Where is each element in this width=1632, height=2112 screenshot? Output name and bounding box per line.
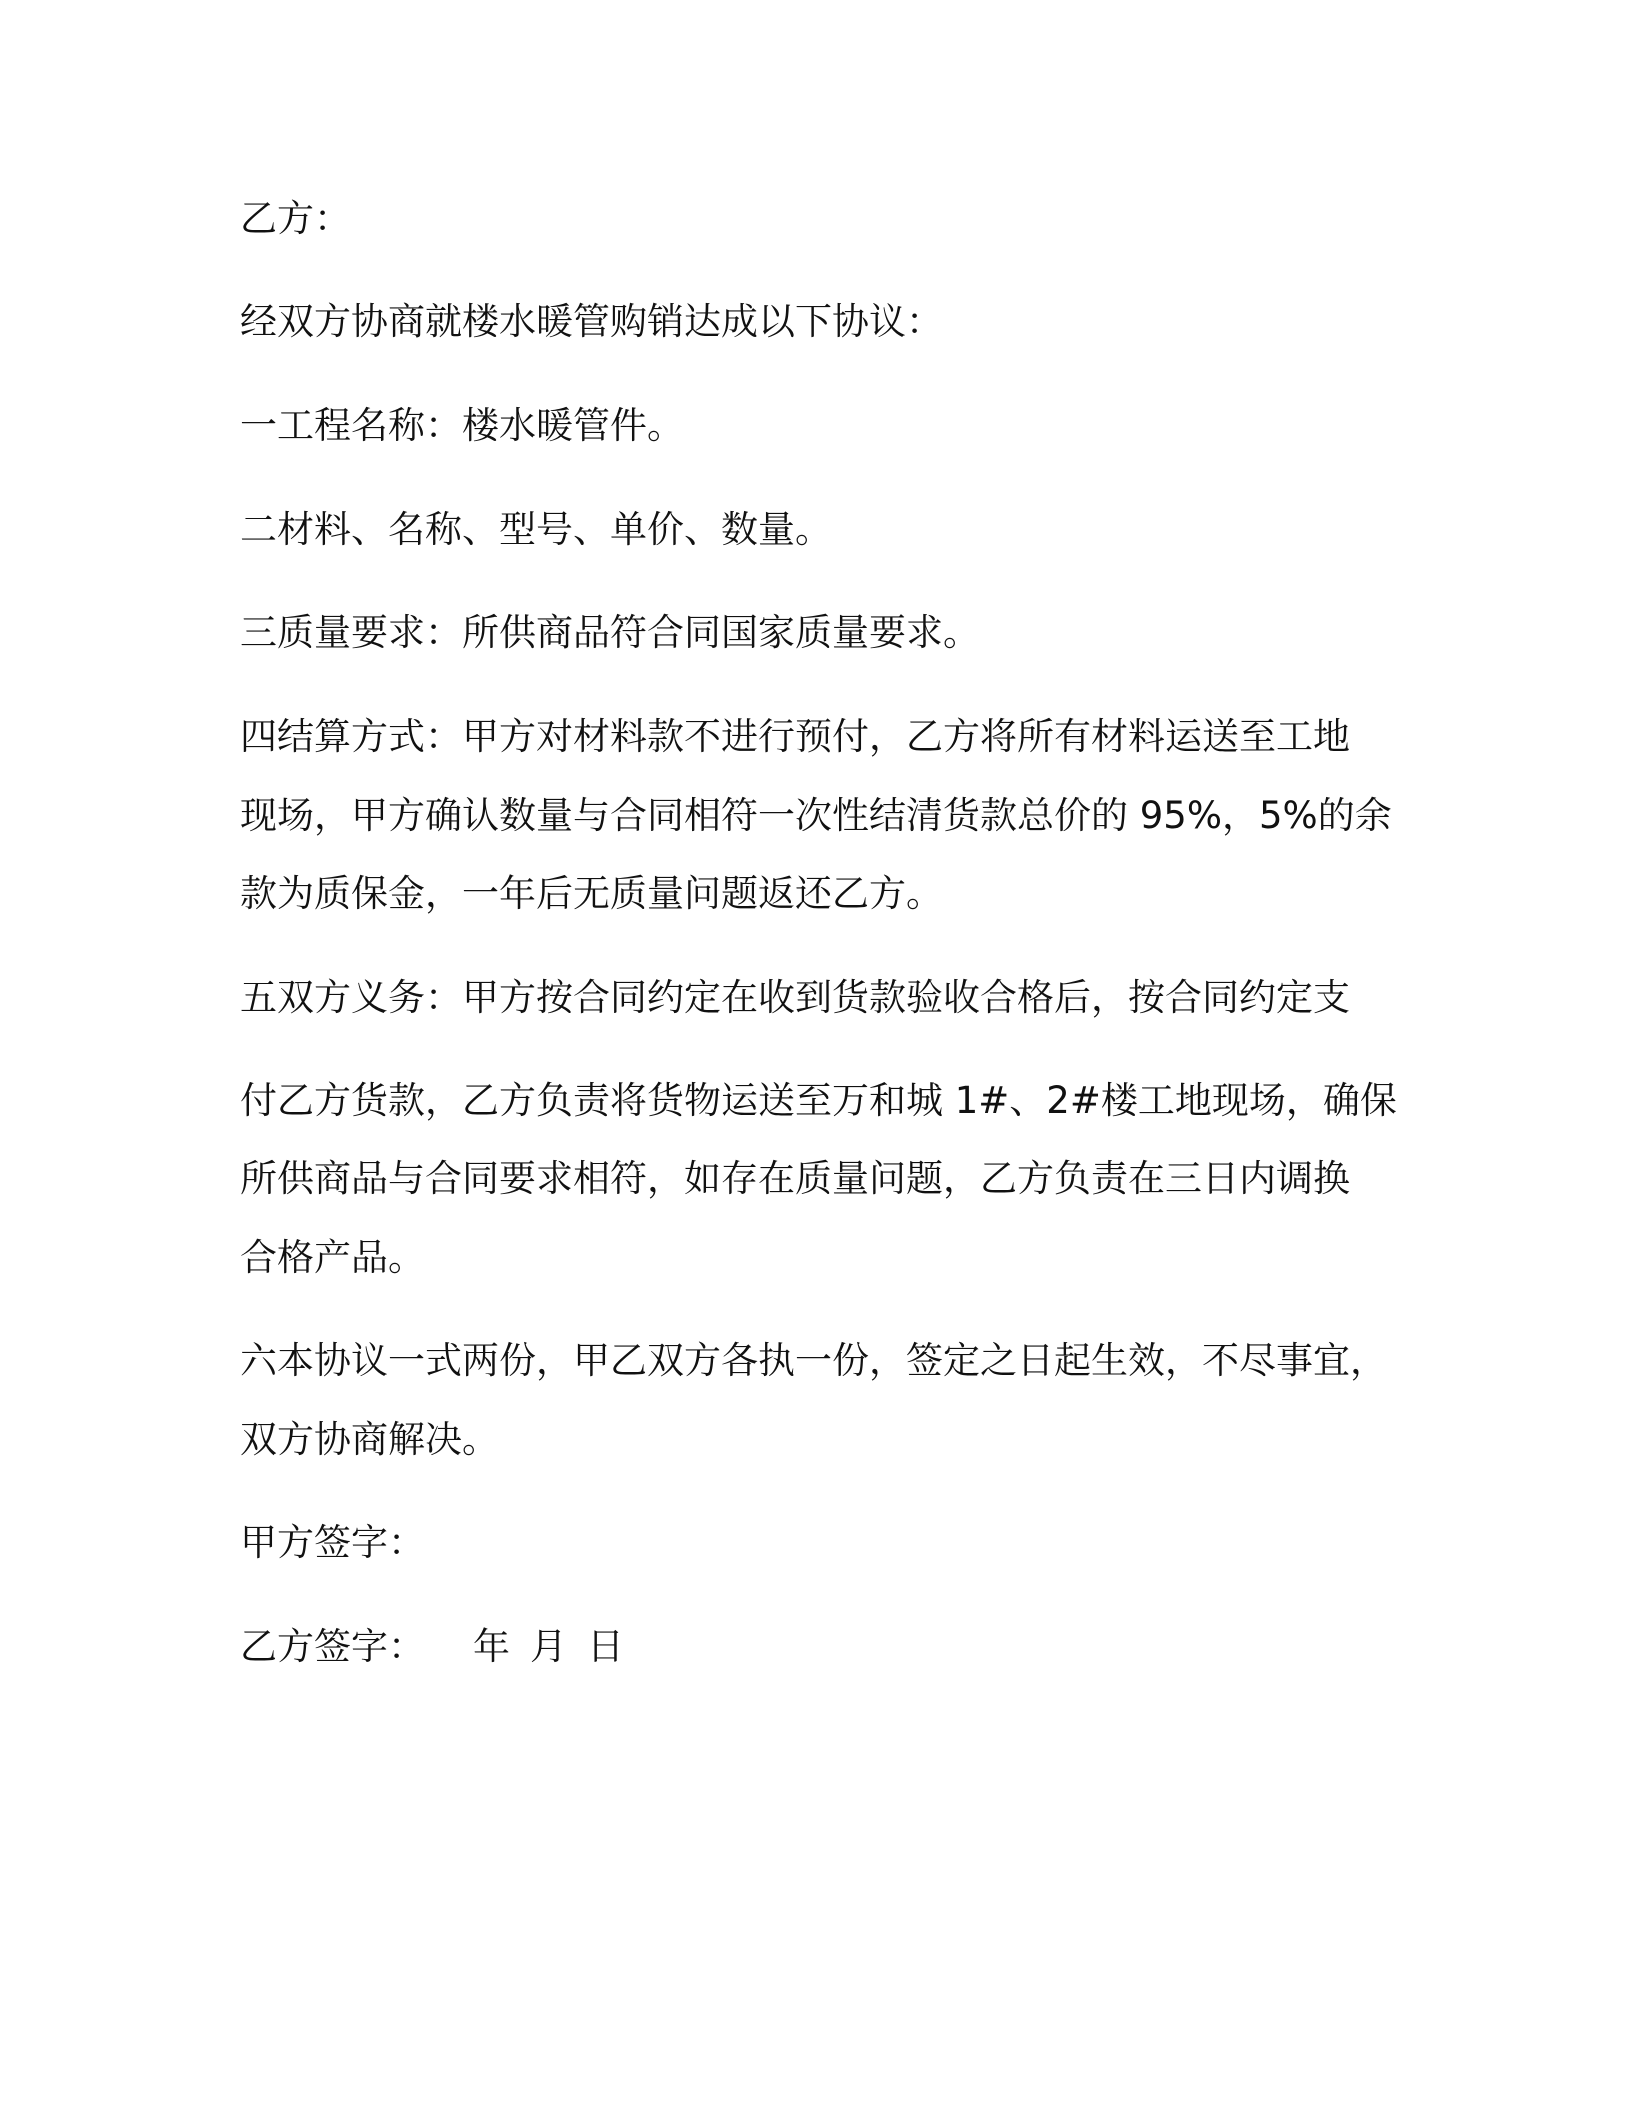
clause-project-name: 一工程名称：楼水暖管件。 — [240, 404, 684, 447]
party-b-signature-row — [240, 1625, 624, 1669]
clause-settlement-line-2: 现场，甲方确认数量与合同相符一次性结清货款总价的 95%，5%的余 — [240, 794, 1392, 837]
clause-obligations-line-1: 五双方义务：甲方按合同约定在收到货款验收合格后，按合同约定支 — [240, 976, 1350, 1019]
clause-copies-line-2: 双方协商解决。 — [240, 1418, 499, 1461]
agreement-intro: 经双方协商就楼水暖管购销达成以下协议： — [240, 300, 943, 343]
clause-obligations-line-4: 合格产品。 — [240, 1236, 425, 1279]
clause-copies-line-1: 六本协议一式两份，甲乙双方各执一份，签定之日起生效，不尽事宜， — [240, 1339, 1387, 1382]
clause-materials: 二材料、名称、型号、单价、数量。 — [240, 508, 832, 551]
clause-settlement-line-3: 款为质保金，一年后无质量问题返还乙方。 — [240, 872, 943, 915]
clause-settlement-line-1: 四结算方式：甲方对材料款不进行预付，乙方将所有材料运送至工地 — [240, 715, 1350, 758]
date-day: 日 — [587, 1625, 624, 1668]
party-a-signature: 甲方签字： — [240, 1521, 425, 1564]
date-year: 年 — [473, 1625, 510, 1668]
clause-obligations-line-2: 付乙方货款，乙方负责将货物运送至万和城 1#、2#楼工地现场，确保 — [240, 1079, 1397, 1122]
party-b-label: 乙方： — [240, 197, 351, 240]
clause-quality: 三质量要求：所供商品符合同国家质量要求。 — [240, 611, 980, 654]
date-month: 月 — [530, 1625, 567, 1668]
party-b-signature: 乙方签字： — [240, 1625, 425, 1668]
clause-obligations-line-3: 所供商品与合同要求相符，如存在质量问题，乙方负责在三日内调换 — [240, 1157, 1350, 1200]
